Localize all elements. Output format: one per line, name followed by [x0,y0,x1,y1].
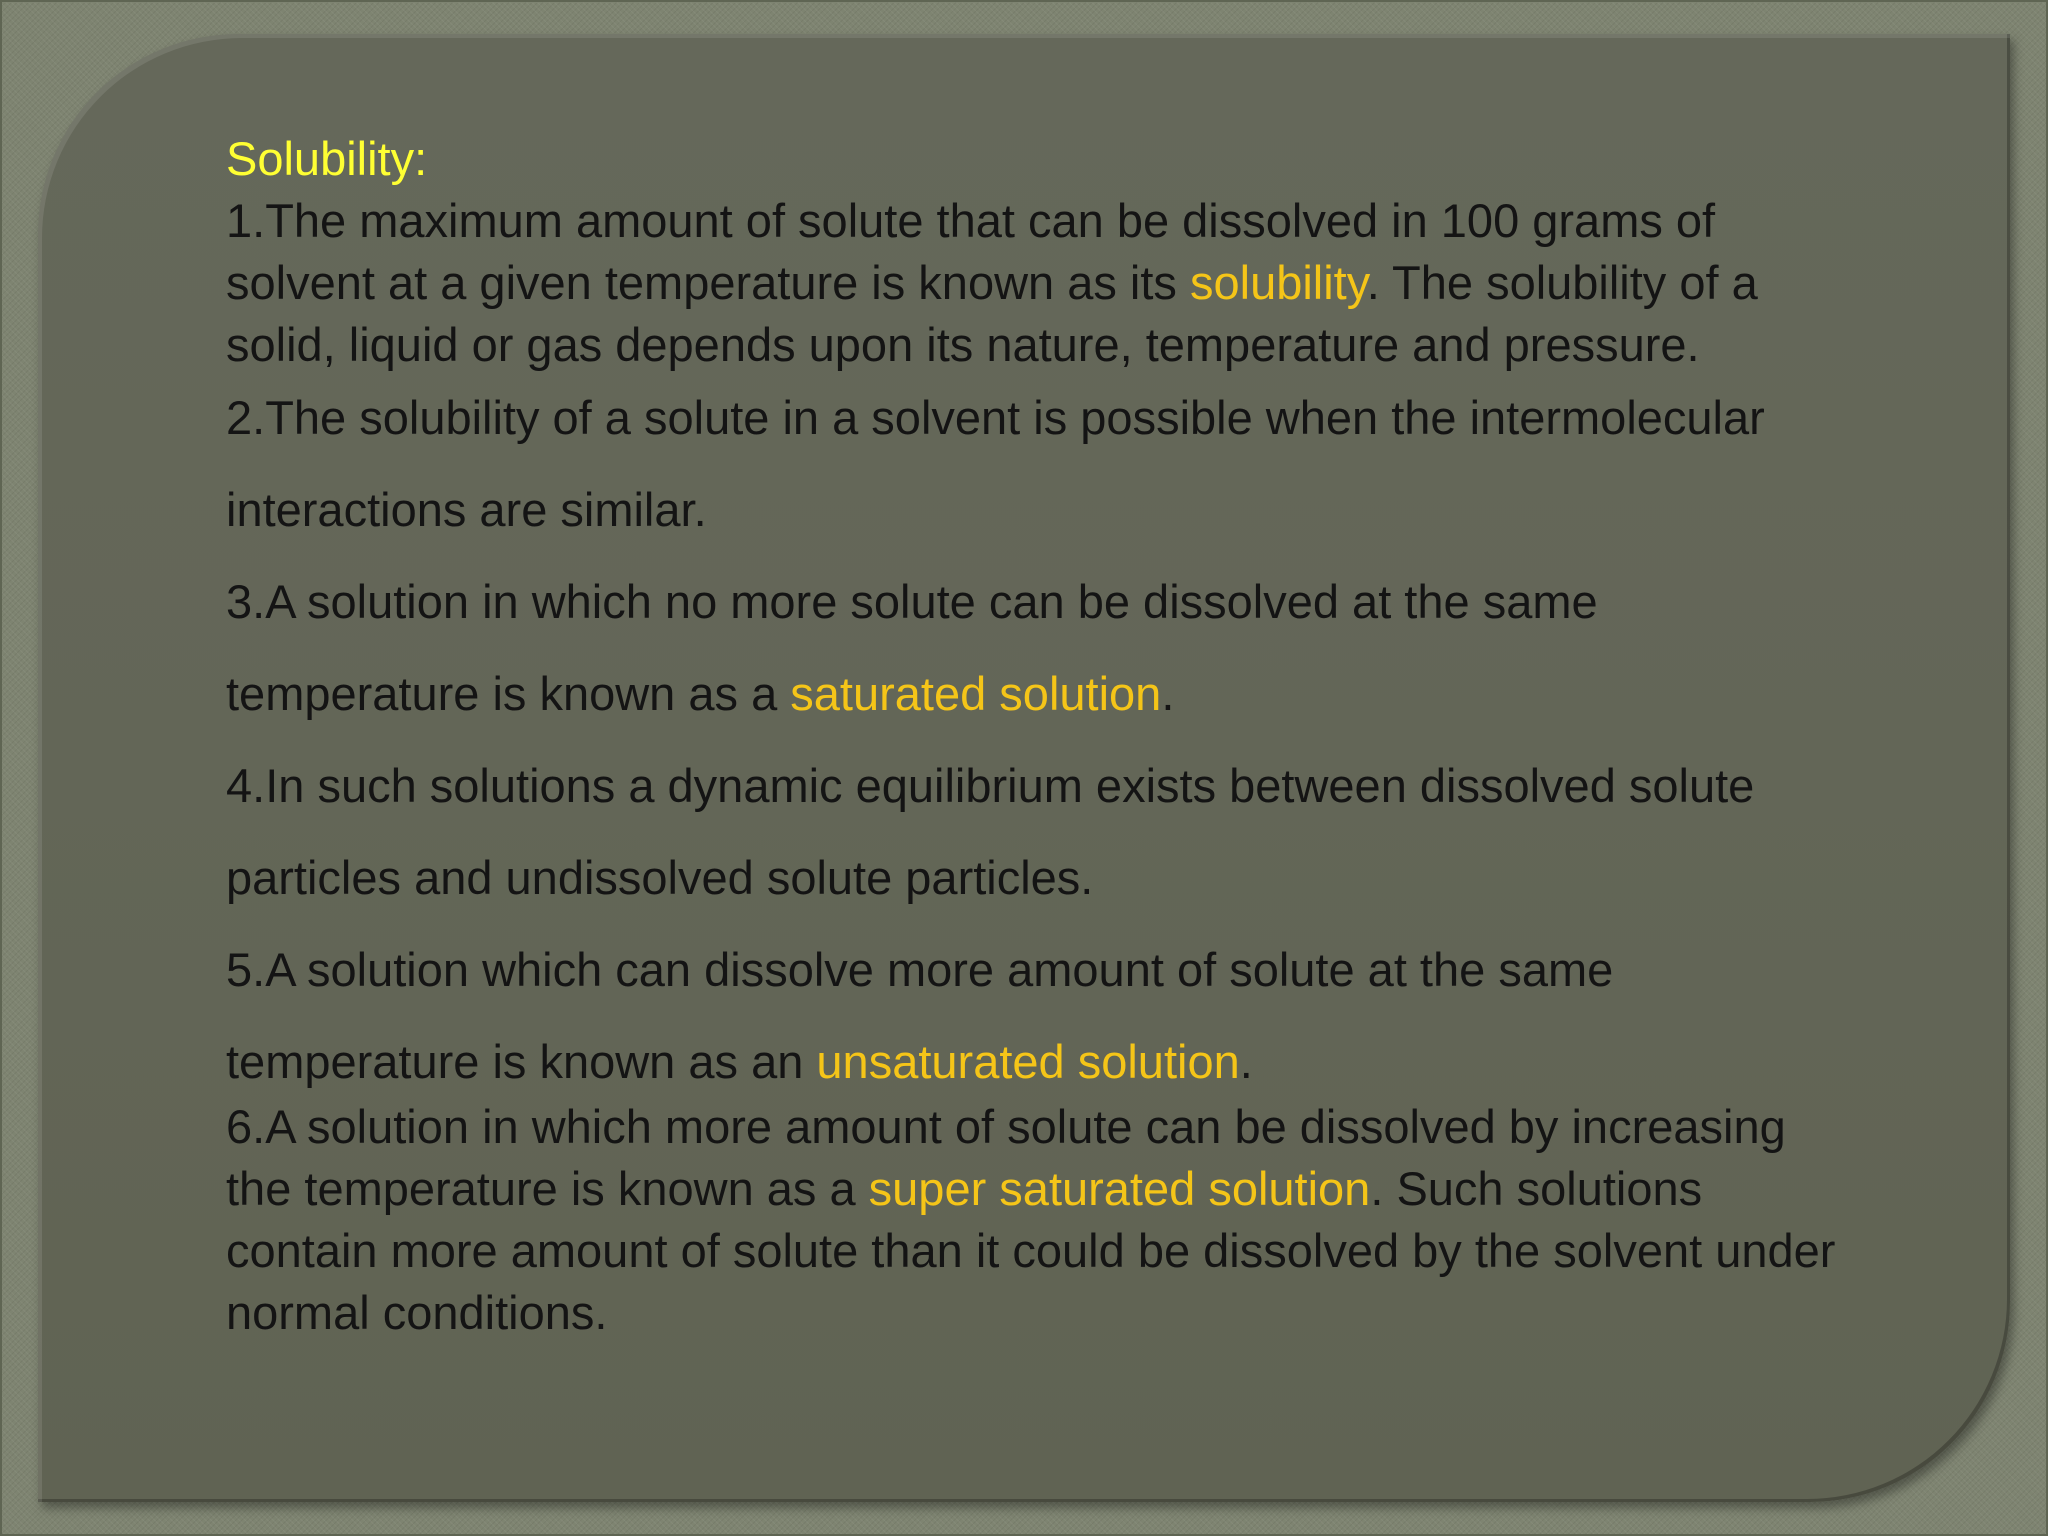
paragraph-5 [226,924,1846,1108]
paragraph-6 [226,1096,1846,1344]
paragraph-1-text-after: . The solubility of a solid, liquid or gas depends upon its nature, temperature and pressure. [226,256,1758,371]
paragraph-3-text-after: . [1161,667,1175,720]
paragraph-6-text-before: 6.A solution in which more amount of solute can be dissolved by increasing the temperature is known as a [226,1100,1786,1215]
paragraph-6-text-after: . Such solutions contain more amount of solute than it could be dissolved by the solvent under normal conditions. [226,1162,1836,1339]
slide-heading: Solubility: [226,132,428,185]
paragraph-1 [226,190,1846,376]
paragraph-4-text: 4.In such solutions a dynamic equilibrium exists between dissolved solute particles and undissolved solute particles. [226,759,1755,904]
paragraph-3-highlight: saturated solution [790,667,1162,720]
paragraph-4 [226,740,1846,924]
paragraph-5-text-after: . [1239,1035,1253,1088]
paragraph-5-text-before: 5.A solution which can dissolve more amount of solute at the same temperature is known as an [226,943,1614,1088]
slide-content [226,128,1846,1344]
paragraph-2-text: 2.The solubility of a solute in a solvent is possible when the intermolecular interactions are similar. [226,391,1765,536]
paragraph-1-highlight: solubility [1189,256,1367,309]
paragraph-2 [226,372,1846,556]
paragraph-6-highlight: super saturated solution [868,1162,1371,1215]
paragraph-1-text-before: 1.The maximum amount of solute that can be dissolved in 100 grams of solvent at a given temperature is known as its [226,194,1716,309]
paragraph-3-text-before: 3.A solution in which no more solute can be dissolved at the same temperature is known as a [226,575,1598,720]
paragraph-3 [226,556,1846,740]
paragraph-5-highlight: unsaturated solution [816,1035,1240,1088]
